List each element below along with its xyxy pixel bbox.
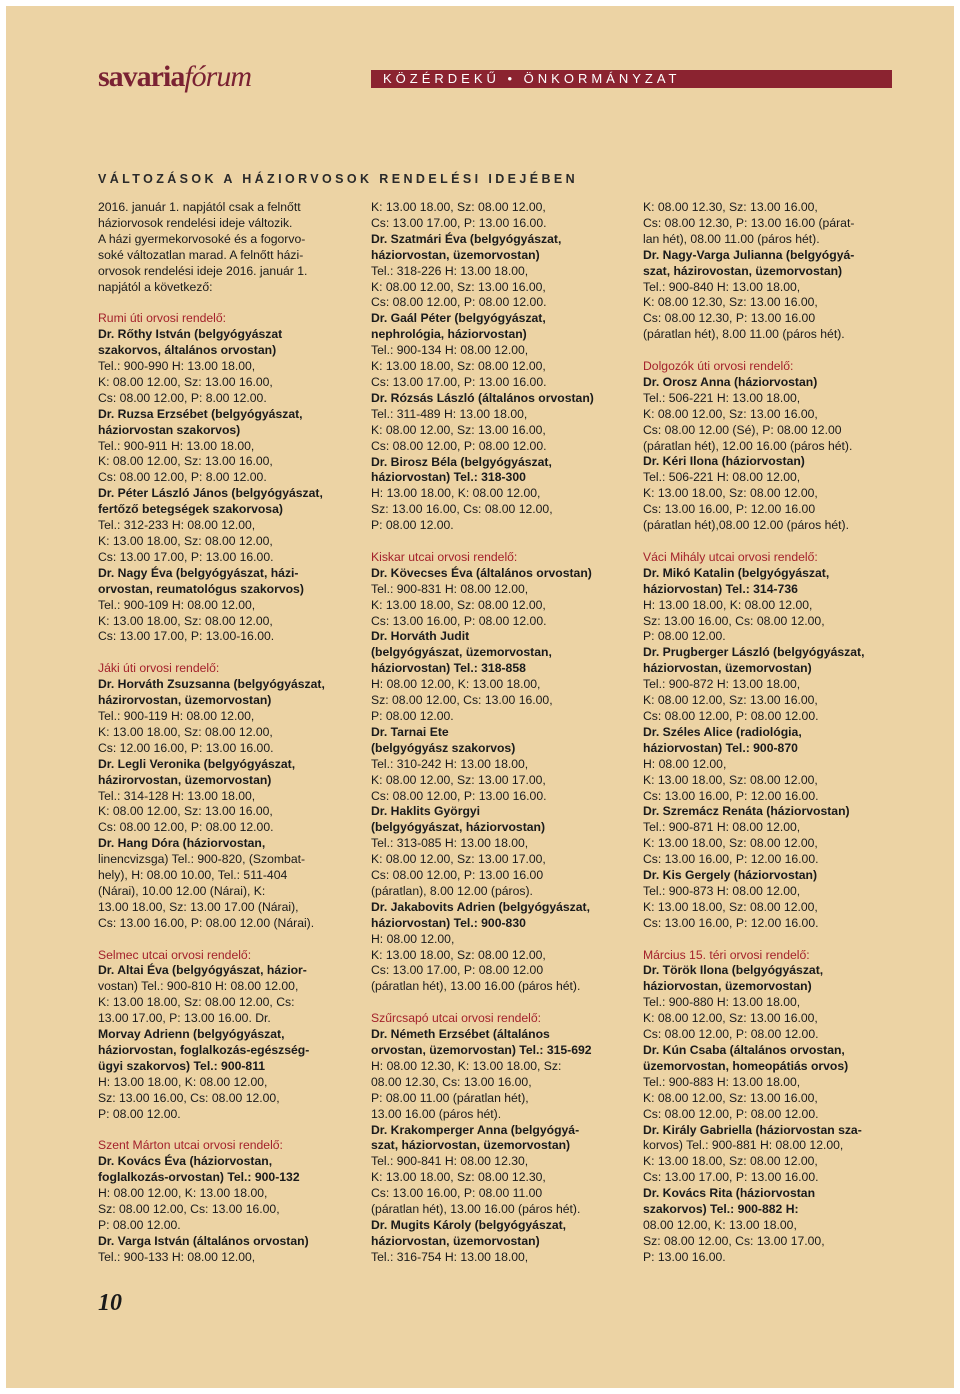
text-line: Cs: 13.00 16.00, P: 08.00 12.00 (Nárai). [98, 915, 315, 930]
doctor-line: Dr. Széles Alice (radiológia, [643, 724, 802, 739]
text-line: K: 08.00 12.00, Sz: 13.00 16.00, [371, 279, 546, 294]
doctor-line: üzemorvostan, homeopátiás orvos) [643, 1058, 849, 1073]
text-line: Cs: 08.00 12.00, P: 8.00 12.00. [98, 470, 267, 485]
text-line: hely), H: 08.00 10.00, Tel.: 511-404 [98, 868, 288, 883]
text-line: K: 13.00 18.00, Sz: 08.00 12.00, [98, 534, 273, 549]
doctor-line: Dr. Prugberger László (belgyógyászat, [643, 645, 865, 660]
doctor-line: orvostan, üzemorvostan) Tel.: 315-692 [371, 1043, 592, 1057]
doctor-line: Dr. Kövecses Éva (általános orvostan) [371, 565, 592, 580]
doctor-line: Dr. Nagy-Varga Julianna (belgyógyá- [643, 247, 855, 262]
text-line: Cs: 08.00 12.00 (Sé), P: 08.00 12.00 [643, 422, 842, 437]
doctor-line: háziorvostan, üzemorvostan) [643, 661, 812, 676]
text-line: Cs: 08.00 12.00, P: 13.00 16.00 [371, 868, 544, 883]
text-line: K: 13.00 18.00, Sz: 08.00 12.00, [643, 486, 818, 501]
doctor-line: Dr. Kovács Éva (háziorvostan, [98, 1154, 273, 1169]
text-line: 2016. január 1. napjától csak a felnőtt [98, 200, 301, 214]
doctor-line: Dr. Orosz Anna (háziorvostan) [643, 374, 818, 389]
doctor-line: háziorvostan) Tel.: 900-870 [643, 740, 798, 755]
doctor-line: szakorvos) Tel.: 900-882 H: [643, 1202, 799, 1217]
text-line: Tel.: 900-880 H: 13.00 18.00, [643, 995, 801, 1010]
text-line: 13.00 18.00, Sz: 13.00 17.00 (Nárai), [98, 899, 299, 914]
doctor-line: Dr. Gaál Péter (belgyógyászat, [371, 311, 546, 326]
text-line: H: 08.00 12.00, [371, 931, 455, 946]
section-band: KÖZÉRDEKŰ • ÖNKORMÁNYZAT [371, 70, 892, 88]
clinic-heading: Szűrcsapó utcai orvosi rendelő: [371, 1011, 542, 1026]
text-line: Cs: 13.00 17.00, P: 13.00 16.00. [98, 549, 274, 564]
text-line: H: 13.00 18.00, K: 08.00 12.00, [98, 1074, 268, 1089]
text-line: K: 13.00 18.00, Sz: 08.00 12.00, [371, 200, 546, 214]
text-line: Tel.: 312-233 H: 08.00 12.00, [98, 518, 256, 533]
doctor-line: Dr. Tarnai Ete [371, 724, 449, 739]
text-line: (páratlan hét), 8.00 11.00 (páros hét). [643, 327, 845, 342]
doctor-line: háziorvostan, üzemorvostan) [643, 979, 812, 994]
text-column-3 [643, 200, 933, 1266]
doctor-line: orvostan, reumatológus szakorvos) [98, 581, 304, 596]
text-line: Tel.: 900-841 H: 08.00 12.30, [371, 1154, 529, 1169]
text-line: Cs: 13.00 17.00, P: 13.00 16.00. [371, 215, 547, 230]
text-line: K: 13.00 18.00, Sz: 08.00 12.00, [643, 899, 818, 914]
text-line: H: 08.00 12.30, K: 13.00 18.00, Sz: [371, 1058, 562, 1073]
text-line: Cs: 13.00 16.00, P: 08.00 11.00 [371, 1186, 543, 1201]
text-line: vostan) Tel.: 900-810 H: 08.00 12.00, [98, 979, 299, 994]
text-line: Cs: 08.00 12.00, P: 08.00 12.00. [371, 295, 547, 310]
text-line: P: 08.00 12.00. [371, 708, 454, 723]
doctor-line: háziorvostan) Tel.: 900-830 [371, 915, 526, 930]
text-line: Cs: 13.00 16.00, P: 12.00 16.00. [643, 852, 819, 867]
doctor-line: Dr. Horváth Zsuzsanna (belgyógyászat, [98, 677, 325, 692]
doctor-line: Morvay Adrienn (belgyógyászat, [98, 1027, 285, 1042]
text-line: háziorvosok rendelési ideje változik. [98, 215, 293, 230]
text-line: Tel.: 311-489 H: 13.00 18.00, [371, 406, 528, 421]
text-line: Cs: 08.00 12.00, P: 08.00 12.00. [643, 1106, 819, 1121]
text-line: K: 08.00 12.30, Sz: 13.00 16.00, [643, 295, 818, 310]
doctor-line: Dr. Jakabovits Adrien (belgyógyászat, [371, 899, 590, 914]
doctor-line: háziorvostan, foglalkozás-egészség- [98, 1042, 310, 1057]
doctor-line: Dr. Kún Csaba (általános orvostan, [643, 1042, 845, 1057]
text-line: 08.00 12.00, K: 13.00 18.00, [643, 1217, 797, 1232]
text-line: H: 08.00 12.00, [643, 756, 727, 771]
text-line: linencvizsga) Tel.: 900-820, (Szombat- [98, 852, 306, 867]
text-line: K: 08.00 12.00, Sz: 13.00 16.00, [643, 406, 818, 421]
doctor-line: házirorvostan, üzemorvostan) [98, 693, 272, 708]
text-line: K: 13.00 18.00, Sz: 08.00 12.00, [643, 836, 818, 851]
doctor-line: Dr. Török Ilona (belgyógyászat, [643, 963, 824, 978]
text-line: K: 08.00 12.00, Sz: 13.00 17.00, [371, 852, 546, 867]
doctor-line: Dr. Nagy Éva (belgyógyászat, házi- [98, 565, 299, 580]
clinic-heading: Dolgozók úti orvosi rendelő: [643, 359, 794, 374]
logo-part-1: savaria [98, 60, 185, 93]
text-line: Cs: 12.00 16.00, P: 13.00 16.00. [98, 740, 274, 755]
text-line: Cs: 08.00 12.00, P: 13.00 16.00. [371, 788, 547, 803]
text-line: K: 08.00 12.00, Sz: 13.00 17.00, [371, 772, 546, 787]
text-line: 13.00 16.00 (páros hét). [371, 1106, 502, 1121]
text-line: Sz: 13.00 16.00, Cs: 08.00 12.00, [371, 502, 553, 517]
doctor-line: szat, házirovostan, üzemorvostan) [643, 263, 843, 278]
doctor-line: (belgyógyászat, háziorvostan) [371, 820, 546, 835]
text-line: orvosok rendelési ideje 2016. január 1. [98, 263, 308, 278]
text-line: Tel.: 900-911 H: 13.00 18.00, [98, 438, 255, 453]
doctor-line: szakorvos, általános orvostan) [98, 343, 277, 358]
doctor-line: (belgyógyász szakorvos) [371, 740, 516, 755]
text-line: (páratlan hét),08.00 12.00 (páros hét). [643, 518, 849, 533]
text-line: P: 13.00 16.00. [643, 1249, 726, 1264]
text-line: K: 08.00 12.00, Sz: 13.00 16.00, [98, 804, 273, 819]
text-line: napjától a következő: [98, 279, 213, 294]
doctor-line: nephrológia, háziorvostan) [371, 327, 527, 342]
clinic-heading: Selmec utcai orvosi rendelő: [98, 947, 252, 962]
doctor-line: Dr. Altai Éva (belgyógyászat, házior- [98, 963, 307, 978]
doctor-line: Dr. Péter László János (belgyógyászat, [98, 486, 323, 501]
doctor-line: háziorvostan, üzemorvostan) [371, 1233, 540, 1248]
doctor-line: Dr. Birosz Béla (belgyógyászat, [371, 454, 552, 469]
text-line: Sz: 08.00 12.00, Cs: 13.00 17.00, [643, 1233, 825, 1248]
text-line: Cs: 08.00 12.00, P: 08.00 12.00. [371, 438, 547, 453]
text-line: (páratlan), 8.00 12.00 (páros). [371, 883, 533, 898]
text-line: K: 08.00 12.00, Sz: 13.00 16.00, [371, 422, 546, 437]
text-line: Cs: 13.00 16.00, P: 08.00 12.00. [371, 613, 547, 628]
text-line: Cs: 13.00 17.00, P: 13.00 16.00. [371, 374, 547, 389]
text-line: K: 08.00 12.00, Sz: 13.00 16.00, [643, 1090, 818, 1105]
text-line: K: 13.00 18.00, Sz: 08.00 12.00, [643, 772, 818, 787]
text-line: A házi gyermekorvosoké és a fogorvo- [98, 231, 306, 246]
text-line: Tel.: 900-840 H: 13.00 18.00, [643, 279, 801, 294]
clinic-heading: Váci Mihály utcai orvosi rendelő: [643, 549, 818, 564]
text-line: K: 08.00 12.30, Sz: 13.00 16.00, [643, 200, 818, 214]
clinic-heading: Rumi úti orvosi rendelő: [98, 311, 227, 326]
text-line: Tel.: 314-128 H: 13.00 18.00, [98, 788, 256, 803]
text-line: K: 13.00 18.00, Sz: 08.00 12.00, Cs: [98, 995, 295, 1010]
magazine-page [6, 6, 954, 1388]
clinic-heading: Szent Márton utcai orvosi rendelő: [98, 1138, 283, 1153]
text-line: Cs: 13.00 17.00, P: 13.00-16.00. [98, 629, 275, 644]
text-line: Tel.: 900-871 H: 08.00 12.00, [643, 820, 801, 835]
clinic-heading: Jáki úti orvosi rendelő: [98, 661, 220, 676]
doctor-line: Dr. Mikó Katalin (belgyógyászat, [643, 565, 830, 580]
text-line: soké változatlan marad. A felnőtt házi- [98, 247, 304, 262]
doctor-line: Dr. Szatmári Éva (belgyógyászat, [371, 231, 562, 246]
doctor-line: háziorvostan szakorvos) [98, 422, 241, 437]
text-line: Tel.: 900-831 H: 08.00 12.00, [371, 581, 529, 596]
text-line: Cs: 08.00 12.00, P: 08.00 12.00. [98, 820, 274, 835]
text-line: Tel.: 506-221 H: 13.00 18.00, [643, 390, 801, 405]
text-line: K: 08.00 12.00, Sz: 13.00 16.00, [643, 693, 818, 708]
doctor-line: Dr. Szremácz Renáta (háziorvostan) [643, 804, 850, 819]
doctor-line: házirorvostan, üzemorvostan) [98, 772, 272, 787]
text-line: Cs: 13.00 16.00, P: 12.00 16.00. [643, 915, 819, 930]
text-line: 08.00 12.30, Cs: 13.00 16.00, [371, 1074, 532, 1089]
text-line: lan hét), 08.00 11.00 (páros hét). [643, 231, 820, 246]
clinic-heading: Kiskar utcai orvosi rendelő: [371, 549, 518, 564]
doctor-line: foglalkozás-orvostan) Tel.: 900-132 [98, 1170, 300, 1185]
doctor-line: Dr. Legli Veronika (belgyógyászat, [98, 756, 296, 771]
text-line: Cs: 13.00 16.00, P: 12.00 16.00 [643, 502, 816, 517]
text-line: Tel.: 313-085 H: 13.00 18.00, [371, 836, 529, 851]
text-line: Cs: 08.00 12.00, P: 08.00 12.00. [643, 708, 819, 723]
text-line: (páratlan hét), 13.00 16.00 (páros hét). [371, 1202, 581, 1217]
text-line: Sz: 08.00 12.00, Cs: 13.00 16.00, [98, 1202, 280, 1217]
text-line: K: 13.00 18.00, Sz: 08.00 12.00, [643, 1154, 818, 1169]
doctor-line: Dr. Haklits Györgyi [371, 804, 481, 819]
doctor-line: háziorvostan) Tel.: 318-300 [371, 470, 526, 485]
text-line: H: 08.00 12.00, K: 13.00 18.00, [98, 1186, 268, 1201]
text-line: (Nárai), 10.00 12.00 (Nárai), K: [98, 883, 266, 898]
text-line: Tel.: 900-109 H: 08.00 12.00, [98, 597, 256, 612]
text-line: H: 08.00 12.00, K: 13.00 18.00, [371, 677, 541, 692]
page-number: 10 [98, 1290, 122, 1316]
doctor-line: ügyi szakorvos) Tel.: 900-811 [98, 1058, 266, 1073]
doctor-line: háziorvostan) Tel.: 314-736 [643, 581, 798, 596]
text-line: (páratlan hét), 12.00 16.00 (páros hét). [643, 438, 853, 453]
text-line: Tel.: 900-133 H: 08.00 12.00, [98, 1249, 256, 1264]
doctor-line: Dr. Krakomperger Anna (belgyógyá- [371, 1122, 580, 1137]
text-line: Cs: 08.00 12.00, P: 8.00 12.00. [98, 390, 267, 405]
text-column-2 [371, 200, 633, 1266]
text-line: K: 08.00 12.00, Sz: 13.00 16.00, [98, 374, 273, 389]
text-line: Cs: 08.00 12.30, P: 13.00 16.00 [643, 311, 816, 326]
doctor-line: (belgyógyászat, üzemorvostan, [371, 645, 552, 660]
text-line: Cs: 13.00 17.00, P: 08.00 12.00 [371, 963, 544, 978]
doctor-line: Dr. Németh Erzsébet (általános [371, 1027, 550, 1042]
text-line: Tel.: 310-242 H: 13.00 18.00, [371, 756, 529, 771]
doctor-line: háziorvostan) Tel.: 318-858 [371, 661, 526, 676]
savariaforum-logo [98, 60, 251, 94]
text-line: P: 08.00 12.00. [643, 629, 726, 644]
text-line: 13.00 17.00, P: 13.00 16.00. Dr. [98, 1011, 271, 1026]
text-column-1 [98, 200, 360, 1266]
doctor-line: Dr. Kis Gergely (háziorvostan) [643, 868, 818, 883]
clinic-heading: Március 15. téri orvosi rendelő: [643, 947, 810, 962]
text-line: Sz: 13.00 16.00, Cs: 08.00 12.00, [98, 1090, 280, 1105]
doctor-line: szat, háziorvostan, üzemorvostan) [371, 1138, 571, 1153]
text-line: Tel.: 506-221 H: 08.00 12.00, [643, 470, 801, 485]
doctor-line: Dr. Hang Dóra (háziorvostan, [98, 836, 266, 851]
text-line: Tel.: 900-872 H: 13.00 18.00, [643, 677, 801, 692]
text-line: Tel.: 318-226 H: 13.00 18.00, [371, 263, 529, 278]
doctor-line: Dr. Kovács Rita (háziorvostan [643, 1186, 816, 1201]
text-line: P: 08.00 12.00. [371, 518, 454, 533]
text-line: K: 08.00 12.00, Sz: 13.00 16.00, [98, 454, 273, 469]
logo-part-2: fórum [184, 60, 252, 93]
text-line: Cs: 08.00 12.00, P: 08.00 12.00. [643, 1027, 819, 1042]
text-line: P: 08.00 12.00. [98, 1217, 181, 1232]
text-line: Tel.: 900-873 H: 08.00 12.00, [643, 883, 801, 898]
article-title: VÁLTOZÁSOK A HÁZIORVOSOK RENDELÉSI IDEJÉBEN [98, 172, 579, 186]
doctor-line: Dr. Rózsás László (általános orvostan) [371, 390, 594, 405]
text-line: Tel.: 900-119 H: 08.00 12.00, [98, 708, 255, 723]
doctor-line: Dr. Király Gabriella (háziorvostan sza- [643, 1122, 862, 1137]
text-line: K: 13.00 18.00, Sz: 08.00 12.00, [98, 613, 273, 628]
text-line: Cs: 08.00 12.30, P: 13.00 16.00 (párat- [643, 215, 855, 230]
text-line: P: 08.00 11.00 (páratlan hét), [371, 1090, 529, 1105]
text-line: Tel.: 316-754 H: 13.00 18.00, [371, 1249, 529, 1264]
text-line: K: 13.00 18.00, Sz: 08.00 12.30, [371, 1170, 546, 1185]
text-line: K: 08.00 12.00, Sz: 13.00 16.00, [643, 1011, 818, 1026]
text-line: K: 13.00 18.00, Sz: 08.00 12.00, [371, 947, 546, 962]
text-line: H: 13.00 18.00, K: 08.00 12.00, [371, 486, 541, 501]
text-line: (páratlan hét), 13.00 16.00 (páros hét). [371, 979, 581, 994]
doctor-line: Dr. Horváth Judit [371, 629, 470, 644]
doctor-line: Dr. Rőthy István (belgyógyászat [98, 327, 283, 342]
text-line: Tel.: 900-990 H: 13.00 18.00, [98, 359, 256, 374]
text-line: H: 13.00 18.00, K: 08.00 12.00, [643, 597, 813, 612]
text-line: korvos) Tel.: 900-881 H: 08.00 12.00, [643, 1138, 844, 1153]
doctor-line: Dr. Kéri Ilona (háziorvostan) [643, 454, 805, 469]
text-line: Cs: 13.00 17.00, P: 13.00 16.00. [643, 1170, 819, 1185]
text-line: Sz: 08.00 12.00, Cs: 13.00 16.00, [371, 693, 553, 708]
doctor-line: Dr. Mugits Károly (belgyógyászat, [371, 1217, 567, 1232]
text-line: P: 08.00 12.00. [98, 1106, 181, 1121]
doctor-line: Dr. Ruzsa Erzsébet (belgyógyászat, [98, 406, 303, 421]
text-line: K: 13.00 18.00, Sz: 08.00 12.00, [98, 724, 273, 739]
text-line: Sz: 13.00 16.00, Cs: 08.00 12.00, [643, 613, 825, 628]
text-line: K: 13.00 18.00, Sz: 08.00 12.00, [371, 359, 546, 374]
text-line: Tel.: 900-883 H: 13.00 18.00, [643, 1074, 801, 1089]
doctor-line: fertőző betegségek szakorvosa) [98, 502, 283, 517]
text-line: K: 13.00 18.00, Sz: 08.00 12.00, [371, 597, 546, 612]
doctor-line: háziorvostan, üzemorvostan) [371, 247, 540, 262]
text-line: Cs: 13.00 16.00, P: 12.00 16.00. [643, 788, 819, 803]
text-line: Tel.: 900-134 H: 08.00 12.00, [371, 343, 529, 358]
doctor-line: Dr. Varga István (általános orvostan) [98, 1233, 309, 1248]
